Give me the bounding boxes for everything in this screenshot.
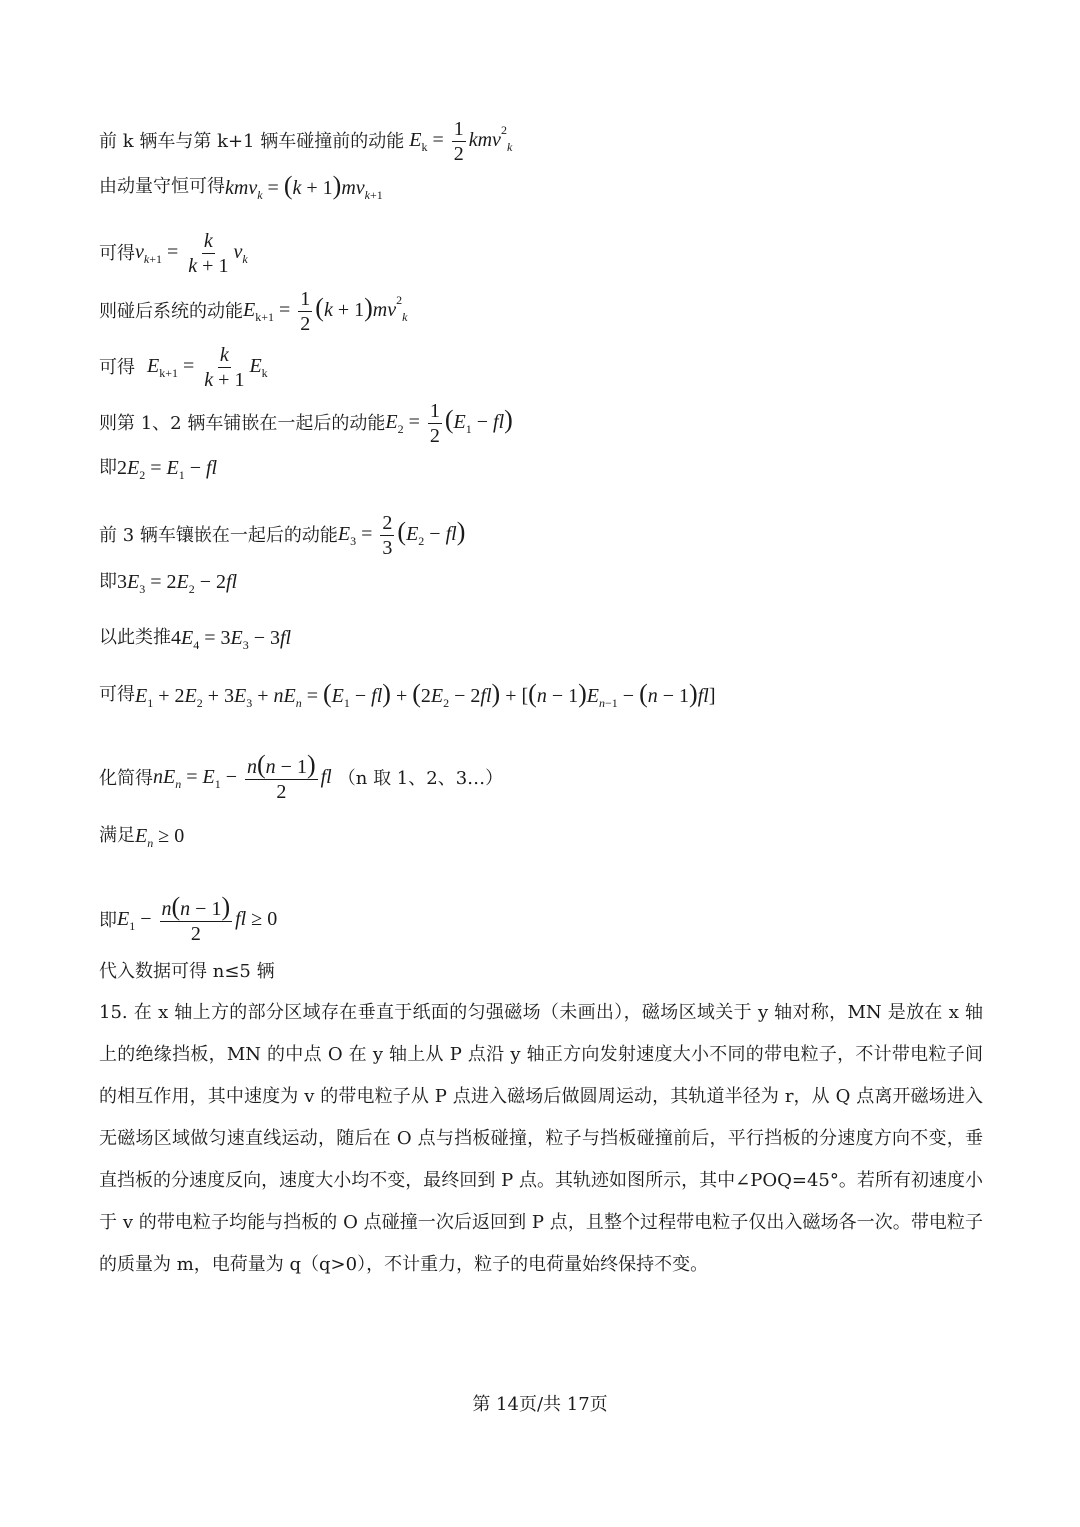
line-2e2	[99, 456, 217, 480]
problem-15	[99, 992, 983, 1286]
text: 即	[99, 571, 117, 592]
formula: $E_2$ = $\frac{1}{2}$ $(E_1 - fl)$	[385, 400, 513, 447]
formula: $E_1 + 2E_2 + 3E_3 + nE_n = (E_1 - fl) + (2E_2 - 2fl) + [(n - 1)E_{n-1} - (n - 1)fl]$	[135, 679, 716, 710]
text: 代入数据可得 n≤5 辆	[99, 961, 275, 982]
text: 即	[99, 909, 117, 931]
line-kinetic-before	[99, 118, 512, 165]
line-energy-ratio	[99, 344, 268, 391]
text: 则第 1、2 辆车铺嵌在一起后的动能	[99, 412, 386, 434]
text: 由动量守恒可得	[99, 176, 225, 197]
text: 可得	[99, 684, 135, 705]
line-velocity	[99, 230, 248, 277]
line-e3	[99, 512, 465, 559]
problem-number: 15.	[99, 1002, 128, 1023]
text: 以此类推	[99, 627, 171, 648]
note: （n 取 1、2、3…）	[337, 767, 504, 789]
line-result	[99, 960, 275, 984]
text: 满足	[99, 825, 135, 846]
text: 即	[99, 457, 117, 478]
formula: $kmv_k = (k + 1)mv_{k+1}$	[225, 171, 383, 202]
text: 则碰后系统的动能	[99, 300, 243, 322]
problem-text: 在 x 轴上方的部分区域存在垂直于纸面的匀强磁场（未画出），磁场区域关于 y 轴对称，MN 是放在 x 轴上的绝缘挡板，MN 的中点 O 在 y 轴上从 P 点沿 y 轴正方向发射速度大小不同的带电粒子，不计带电粒子间的相互作用，其中速度为 v 的带电粒子从 P 点进入磁场后做圆周运动，其轨道半径为 r，从 Q 点离开磁场进入无磁场区域做匀速直线运动，随后在 O 点与挡板碰撞，粒子与挡板碰撞前后，平行挡板的分速度方向不变，垂直挡板的分速度反向，速度大小均不变，最终回到 P 点。其轨迹如图所示，其中∠POQ=45°。若所有初速度小于 v 的带电粒子均能与挡板的 O 点碰撞一次后返回到 P 点，且整个过程带电粒子仅出入磁场各一次。带电粒子的质量为 m，电荷量为 q（q>0），不计重力，粒子的电荷量始终保持不变。	[99, 1002, 983, 1275]
line-condition	[99, 824, 184, 848]
formula: $E_n \ge 0$	[135, 825, 185, 850]
formula: $E_1$ − $\frac{n(n - 1)}{2}$ fl ≥ 0	[117, 892, 278, 945]
page-footer: 第 14页/共 17页	[472, 1394, 608, 1415]
formula: $4E_4 = 3E_3 - 3fl$	[171, 627, 292, 652]
text: 化简得	[99, 767, 153, 789]
line-3e3	[99, 570, 237, 594]
text: 可得	[99, 242, 135, 264]
line-4e4	[99, 626, 291, 650]
line-kinetic-after	[99, 288, 407, 335]
formula: $E_{k+1}$ = $\frac{1}{2}$ $(k + 1)mv^2_k$	[243, 288, 408, 335]
line-sum	[99, 679, 716, 710]
formula: $3E_3 = 2E_2 - 2fl$	[117, 571, 238, 596]
formula: $E_3$ = $\frac{2}{3}$ $(E_2 - fl)$	[337, 512, 466, 559]
formula: $E_{k+1}$ = $\frac{k}{k + 1}$ $E_k$	[147, 344, 268, 391]
line-simplify	[99, 750, 504, 803]
formula: $nE_n = E_1$ − $\frac{n(n - 1)}{2}$ fl	[153, 750, 332, 803]
formula: $2E_2 = E_1$ − fl	[117, 457, 218, 482]
line-e2	[99, 400, 513, 447]
formula: $v_{k+1}$ = $\frac{k}{k + 1}$ $v_k$	[135, 230, 248, 277]
line-momentum	[99, 171, 383, 202]
line-inequality	[99, 892, 278, 945]
formula: $E_k$ = $\frac{1}{2}$ kmv$^2_k$	[409, 118, 513, 165]
text: 前 k 辆车与第 k+1 辆车碰撞前的动能	[99, 130, 405, 152]
text: 前 3 辆车镶嵌在一起后的动能	[99, 524, 338, 546]
text: 可得	[99, 356, 135, 378]
